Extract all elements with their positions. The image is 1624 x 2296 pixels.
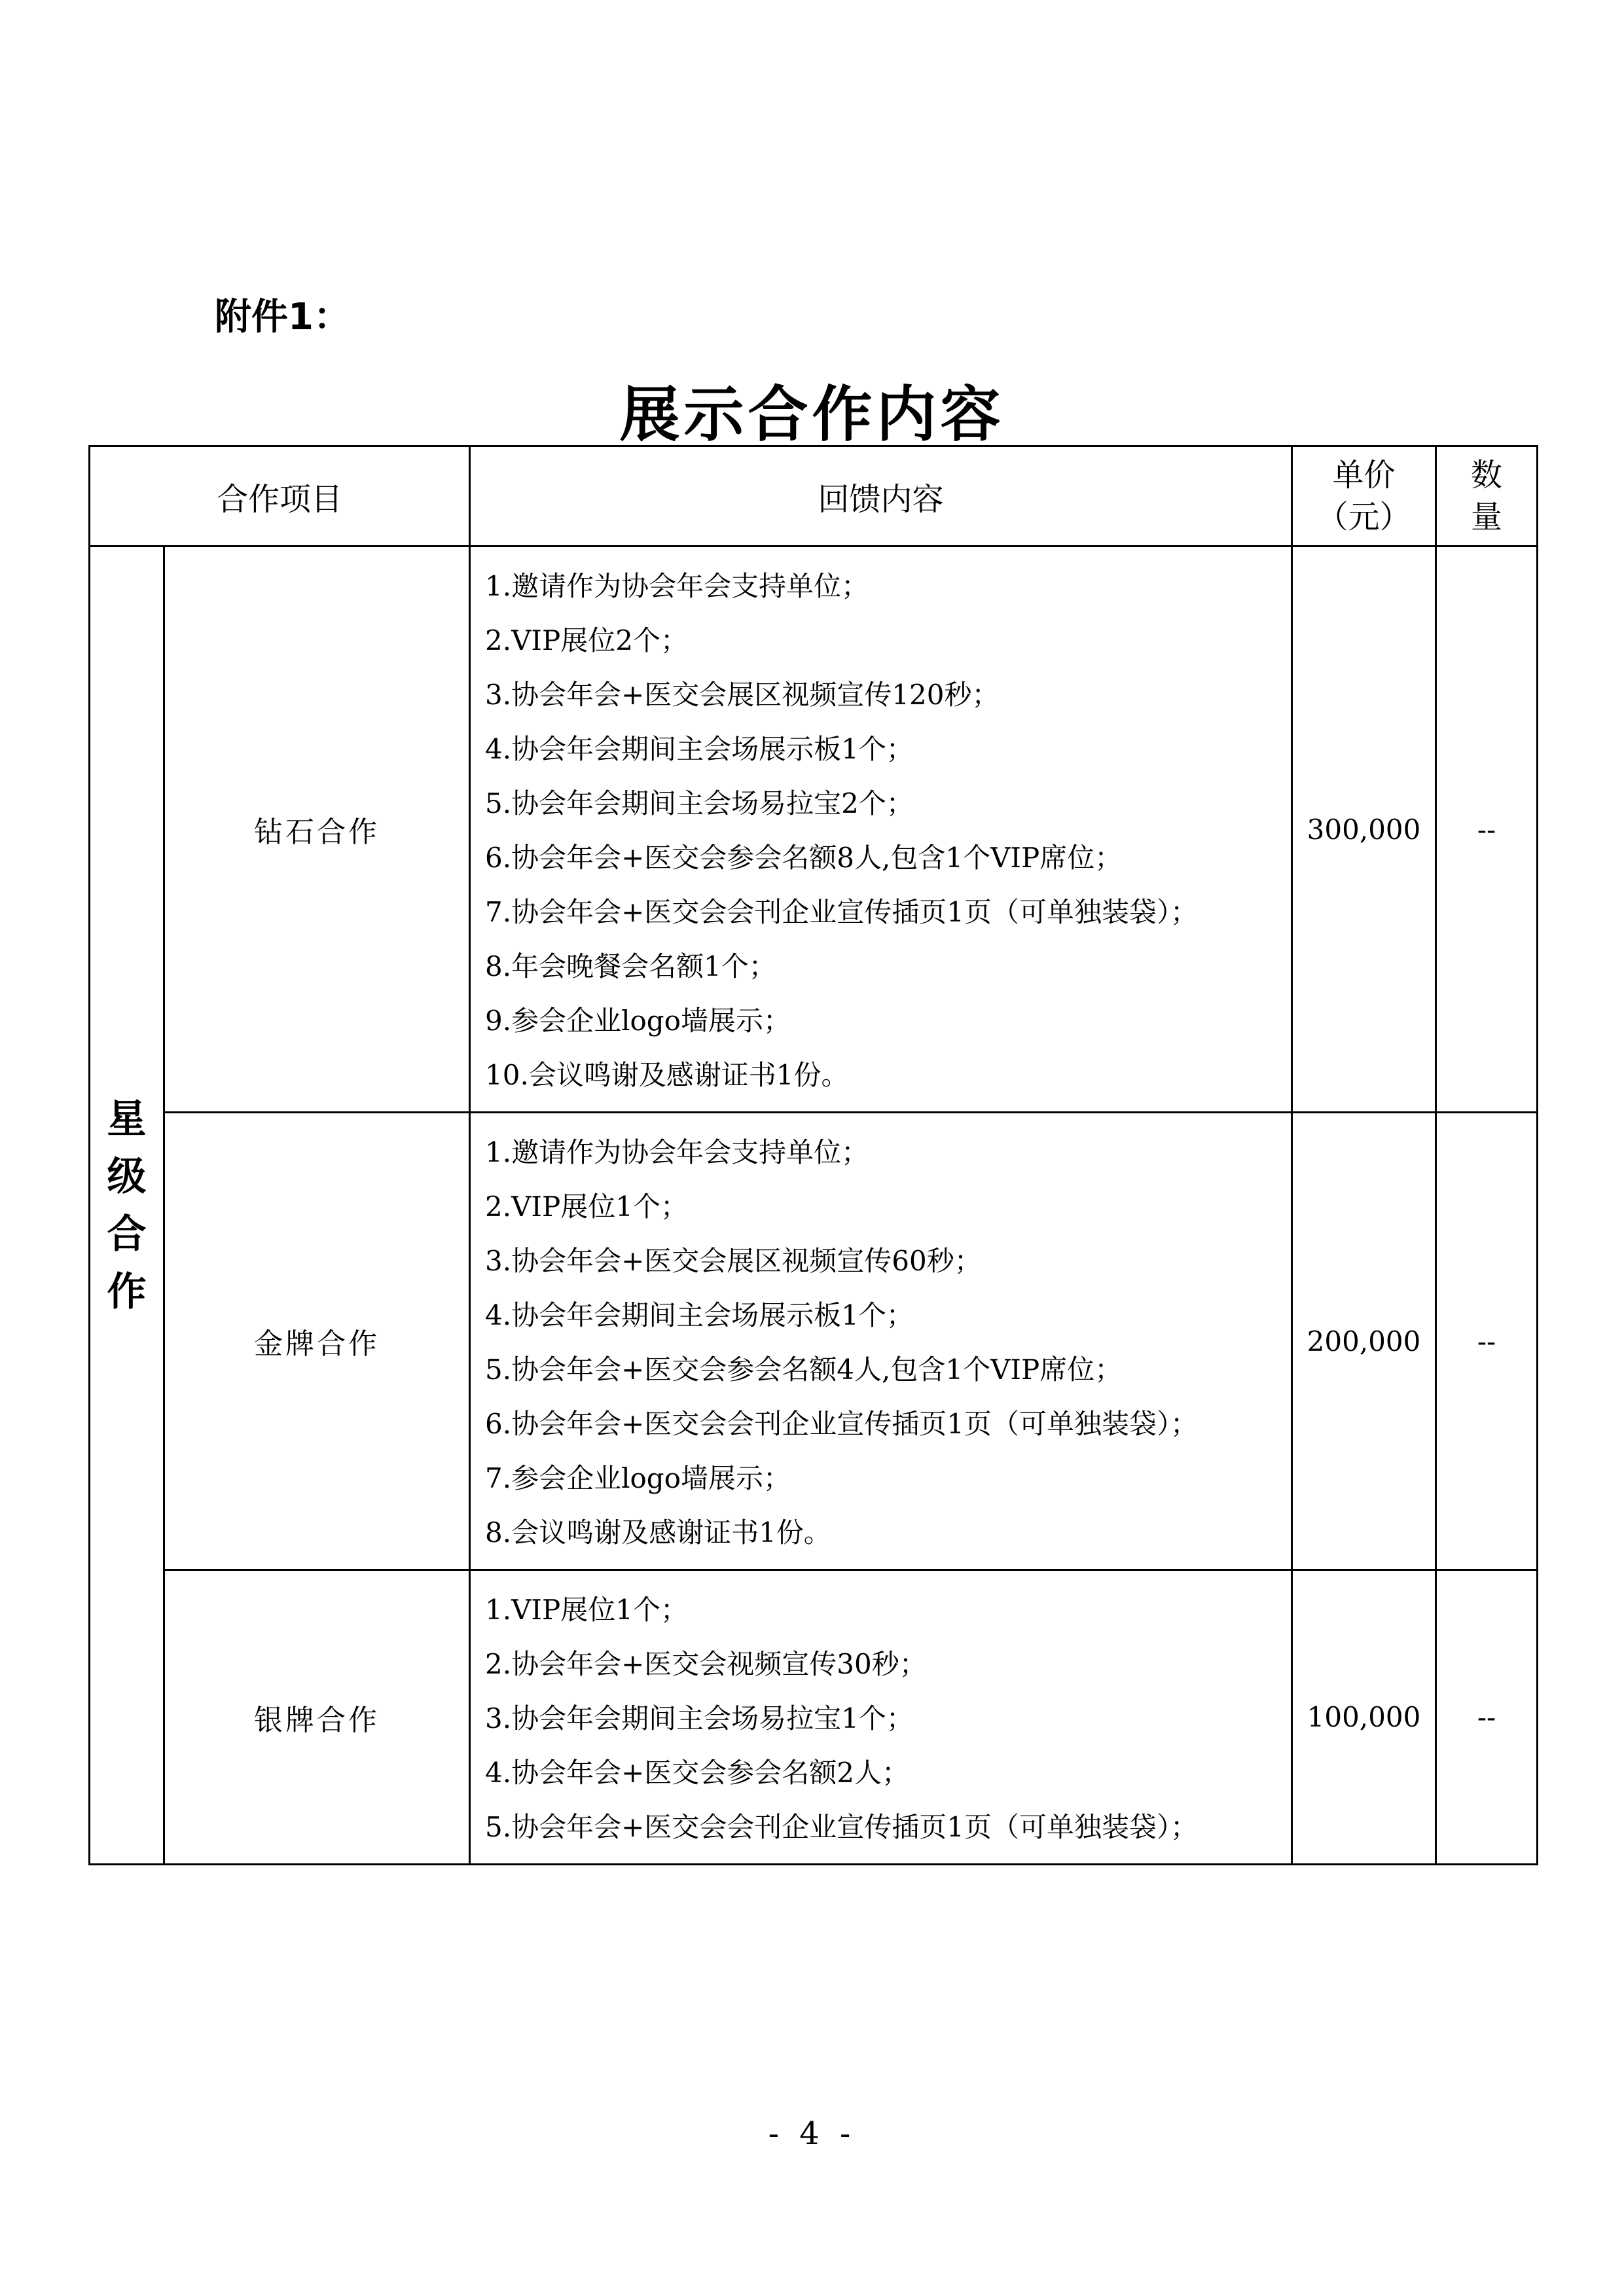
tier-qty: -- (1436, 1570, 1538, 1865)
category-char: 作 (107, 1268, 147, 1315)
annex-label: 附件1： (215, 296, 350, 338)
tier-row (90, 1570, 1538, 1865)
tier-name: 银牌合作 (164, 1570, 470, 1865)
category-char: 合 (107, 1211, 147, 1257)
benefit-item: 1.邀请作为协会年会支持单位； (485, 570, 869, 602)
category-char: 级 (107, 1153, 147, 1200)
benefit-item: 8.年会晚餐会名额1个； (485, 950, 776, 982)
header-price-line1: 单价 (1332, 457, 1396, 493)
benefit-item: 1.VIP展位1个； (485, 1594, 688, 1626)
benefit-item: 3.协会年会+医交会展区视频宣传120秒； (485, 679, 1000, 711)
benefit-item: 6.协会年会+医交会参会名额8人,包含1个VIP席位； (485, 842, 1123, 874)
benefit-item: 3.协会年会期间主会场易拉宝1个； (485, 1702, 914, 1734)
category-cell (90, 547, 164, 1865)
cooperation-table (88, 445, 1538, 1865)
benefit-item: 7.参会企业logo墙展示； (485, 1462, 791, 1494)
benefit-item: 4.协会年会期间主会场展示板1个； (485, 733, 914, 765)
tier-price: 200,000 (1292, 1113, 1436, 1570)
benefit-item: 7.协会年会+医交会会刊企业宣传插页1页（可单独装袋）； (485, 896, 1199, 928)
header-qty-line1: 数 (1471, 457, 1503, 493)
header-qty (1436, 446, 1538, 547)
table-header-row (90, 446, 1538, 547)
tier-name: 金牌合作 (164, 1113, 470, 1570)
header-price-line2: （元） (1316, 499, 1411, 535)
header-price (1292, 446, 1436, 547)
header-project: 合作项目 (90, 446, 470, 547)
benefit-item: 8.会议鸣谢及感谢证书1份。 (485, 1516, 831, 1549)
benefit-item: 5.协会年会+医交会会刊企业宣传插页1页（可单独装袋）； (485, 1811, 1199, 1843)
tier-benefits (470, 1570, 1292, 1865)
benefit-item: 4.协会年会期间主会场展示板1个； (485, 1299, 914, 1331)
category-char: 星 (107, 1096, 147, 1142)
tier-name: 钻石合作 (164, 547, 470, 1113)
header-content: 回馈内容 (470, 446, 1292, 547)
benefit-item: 1.邀请作为协会年会支持单位； (485, 1136, 869, 1168)
tier-benefits (470, 1113, 1292, 1570)
tier-row (90, 547, 1538, 1113)
header-qty-line2: 量 (1471, 499, 1503, 535)
benefit-item: 4.协会年会+医交会参会名额2人； (485, 1757, 910, 1789)
page-title: 展示合作内容 (619, 380, 1005, 450)
benefit-item: 2.VIP展位1个； (485, 1191, 688, 1223)
tier-qty: -- (1436, 547, 1538, 1113)
benefit-item: 2.VIP展位2个； (485, 624, 688, 656)
benefit-item: 5.协会年会+医交会参会名额4人,包含1个VIP席位； (485, 1354, 1123, 1386)
tier-price: 100,000 (1292, 1570, 1436, 1865)
tier-qty: -- (1436, 1113, 1538, 1570)
benefit-item: 6.协会年会+医交会会刊企业宣传插页1页（可单独装袋）； (485, 1408, 1199, 1440)
benefit-item: 5.协会年会期间主会场易拉宝2个； (485, 787, 914, 819)
benefit-item: 2.协会年会+医交会视频宣传30秒； (485, 1648, 927, 1680)
benefit-item: 9.参会企业logo墙展示； (485, 1005, 791, 1037)
page-number: - 4 - (768, 2115, 856, 2152)
benefit-item: 3.协会年会+医交会展区视频宣传60秒； (485, 1245, 982, 1277)
tier-row (90, 1113, 1538, 1570)
tier-benefits (470, 547, 1292, 1113)
benefit-item: 10.会议鸣谢及感谢证书1份。 (485, 1059, 849, 1091)
tier-price: 300,000 (1292, 547, 1436, 1113)
table-body (90, 547, 1538, 1865)
